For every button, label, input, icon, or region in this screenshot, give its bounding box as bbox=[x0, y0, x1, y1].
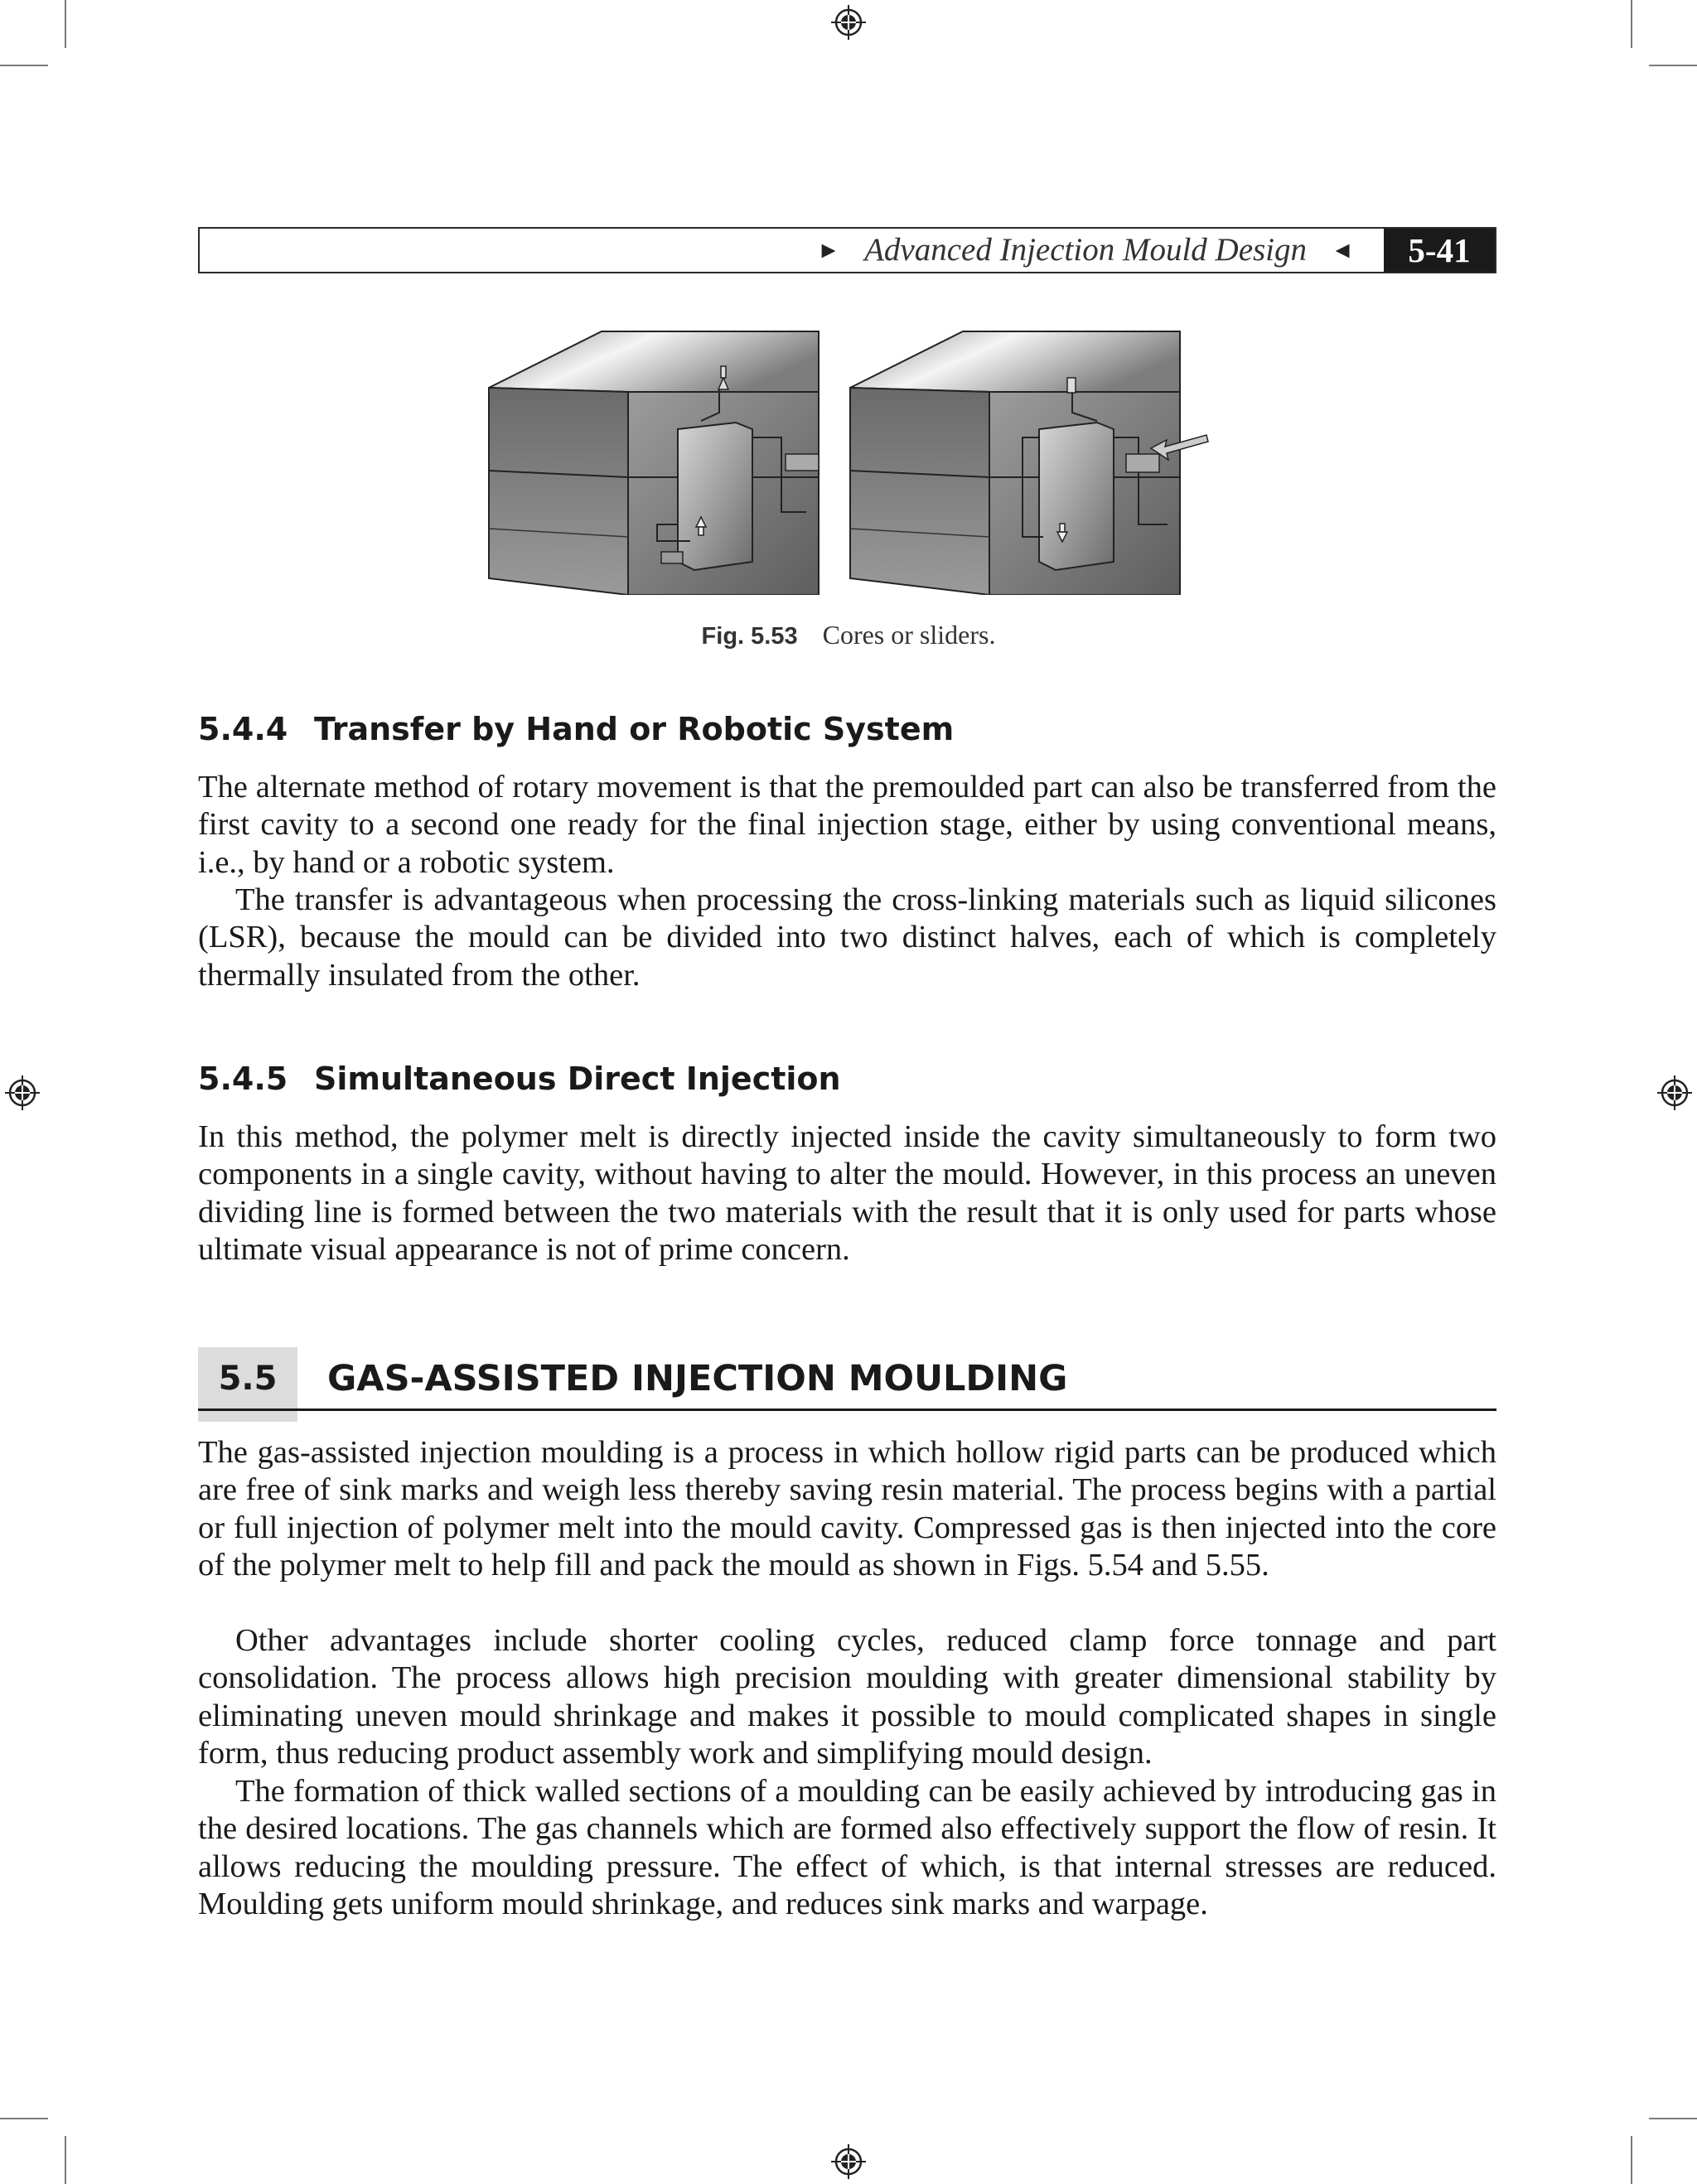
crop-mark bbox=[1649, 2118, 1697, 2119]
section-heading-5-4-4 bbox=[198, 711, 954, 747]
registration-mark-icon bbox=[5, 1075, 40, 1110]
figure-label: Fig. 5.53 bbox=[701, 623, 798, 650]
mould-block-left bbox=[489, 331, 819, 595]
section-title: GAS-ASSISTED INJECTION MOULDING bbox=[327, 1358, 1068, 1399]
paragraph: Other advantages include shorter cooling cycles, reduced clamp force tonnage and part consolidation. The process allows high precision moulding with greater dimensional stability by eliminating uneven mould shrinkage and makes it possible to mould complicated shapes in single form, thus reducing product assembly work and simplifying mould design. bbox=[198, 1623, 1496, 1771]
page-number: 5-41 bbox=[1384, 229, 1495, 272]
paragraph: The gas-assisted injection moulding is a process in which hollow rigid parts can be produced which are free of sink marks and weigh less thereby saving resin material. The process begins with a partial or full injection of polymer melt into the mould cavity. Compressed gas is then injected into the core of the polymer melt to help fill and pack the mould as shown in Figs. 5.54 and 5.55. bbox=[198, 1435, 1496, 1582]
paragraph: The alternate method of rotary movement is that the premoulded part can also be transferred from the first cavity to a second one ready for the final injection stage, either by using conventional means, i.e., by hand or a robotic system. bbox=[198, 770, 1496, 880]
figure-caption-text: Cores or sliders. bbox=[822, 620, 996, 650]
section-title: Simultaneous Direct Injection bbox=[314, 1061, 841, 1097]
crop-mark bbox=[1649, 65, 1697, 66]
section-heading-5-5 bbox=[198, 1347, 1496, 1425]
section-title: Transfer by Hand or Robotic System bbox=[314, 711, 955, 747]
figure-caption bbox=[0, 620, 1697, 650]
registration-mark-icon bbox=[831, 2144, 866, 2179]
left-triangle-icon: ◄ bbox=[1331, 238, 1354, 263]
paragraph: The transfer is advantageous when processing the cross-linking materials such as liquid silicones (LSR), because the mould can be divided into two distinct halves, each of which is completely thermally insulated from the other. bbox=[198, 882, 1496, 993]
running-header bbox=[198, 227, 1496, 273]
section-number: 5.4.4 bbox=[198, 711, 288, 747]
crop-mark bbox=[65, 0, 66, 48]
crop-mark bbox=[1631, 0, 1632, 48]
right-triangle-icon: ► bbox=[817, 238, 840, 263]
section-rule bbox=[198, 1408, 1496, 1411]
crop-mark bbox=[0, 2118, 48, 2119]
section-number: 5.4.5 bbox=[198, 1061, 288, 1097]
paragraph: The formation of thick walled sections of a moulding can be easily achieved by introducing gas in the desired locations. The gas channels which are formed also effectively support the flow of resin. It allows reducing the moulding pressure. The effect of which, is that internal stresses are reduced. Moulding gets uniform mould shrinkage, and reduces sink marks and warpage. bbox=[198, 1774, 1496, 1921]
registration-mark-icon bbox=[1657, 1075, 1692, 1110]
section-heading-5-4-5 bbox=[198, 1061, 841, 1097]
section-number-badge: 5.5 bbox=[198, 1347, 297, 1422]
running-header-title: Advanced Injection Mould Design bbox=[864, 232, 1308, 268]
running-header-title-group bbox=[817, 229, 1354, 272]
mould-block-right bbox=[850, 331, 1208, 595]
crop-mark bbox=[65, 2136, 66, 2184]
registration-mark-icon bbox=[831, 5, 866, 40]
crop-mark bbox=[0, 65, 48, 66]
paragraph: In this method, the polymer melt is directly injected inside the cavity simultaneously to form two components in a single cavity, without having to alter the mould. However, in this process an uneven dividing line is formed between the two materials with the result that it is only used for parts whose ultimate visual appearance is not of prime concern. bbox=[198, 1119, 1496, 1267]
crop-mark bbox=[1631, 2136, 1632, 2184]
figure-cores-or-sliders bbox=[487, 330, 1210, 595]
